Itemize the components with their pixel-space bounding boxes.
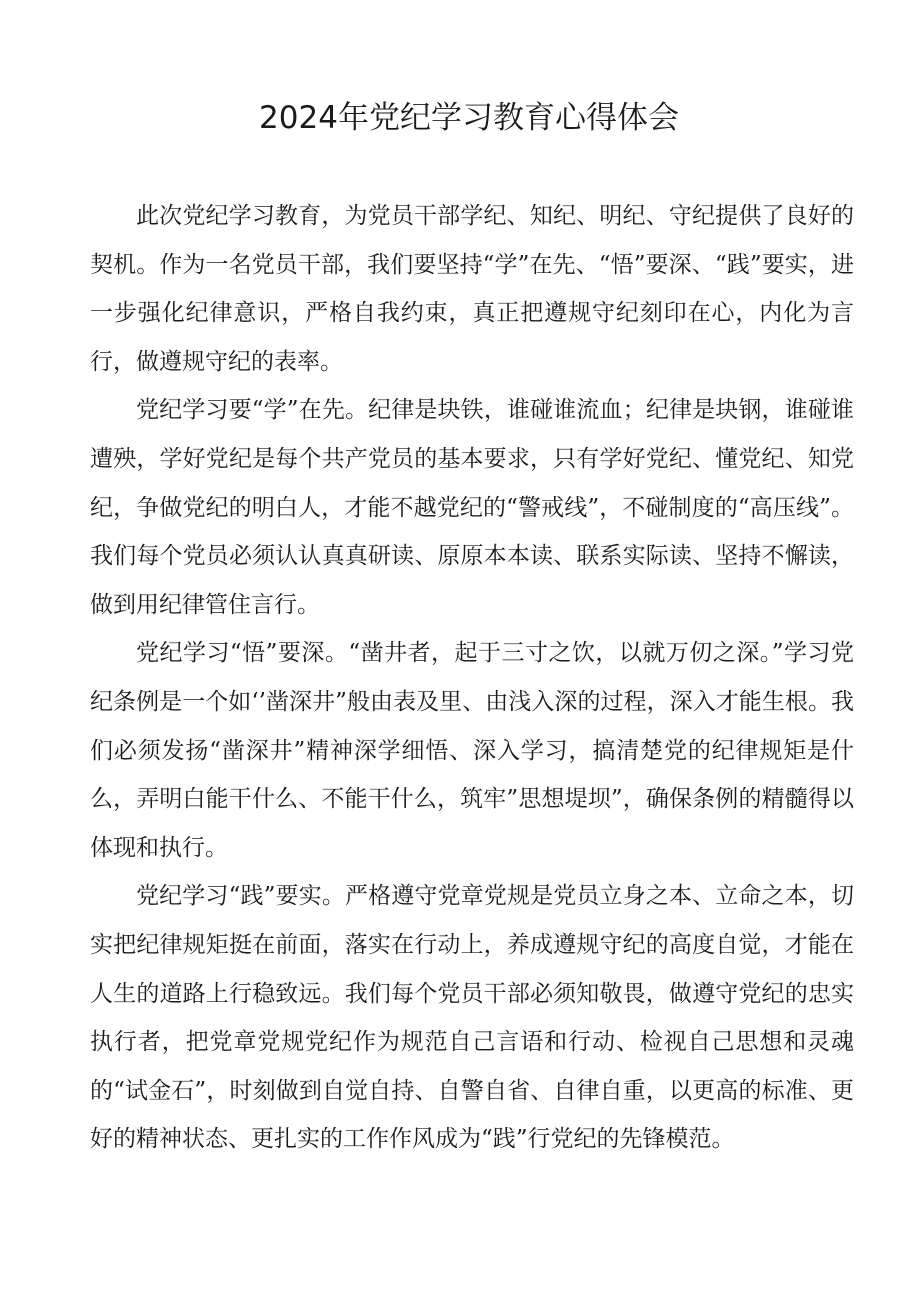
document-title: 2024年党纪学习教育心得体会 <box>259 100 679 136</box>
paragraph-practice-solidly: 党纪学习“践”要实。严格遵守党章党规是党员立身之本、立命之本，切实把纪律规矩挺在前面，落实在行动上，养成遵规守纪的高度自觉，才能在人生的道路上行稳致远。我们每个党员干部必须知敬畏，做遵守党纪的忠实执行者，把党章党规党纪作为规范自己言语和行动、检视自己思想和灵魂的“试金石”，时刻做到自觉自持、自警自省、自律自重，以更高的标准、更好的精神状态、更扎实的工作作风成为“践”行党纪的先锋模范。 <box>90 883 854 1153</box>
paragraph-study-first: 党纪学习要“学”在先。纪律是块铁，谁碰谁流血；纪律是块钢，谁碰谁遭殃，学好党纪是每个共产党员的基本要求，只有学好党纪、懂党纪、知党纪，争做党纪的明白人，才能不越党纪的“警戒线”，不碰制度的“高压线”。我们每个党员必须认认真真研读、原原本本读、联系实际读、坚持不懈读，做到用纪律管住言行。 <box>90 397 854 618</box>
paragraph-understand-deeply: 党纪学习“悟”要深。“凿井者，起于三寸之饮，以就万仞之深。”学习党纪条例是一个如‘’凿深井”般由表及里、由浅入深的过程，深入才能生根。我们必须发扬“凿深井”精神深学细悟、深入学习，搞清楚党的纪律规矩是什么，弄明白能干什么、不能干什么，筑牢”思想堤坝”，确保条例的精髓得以体现和执行。 <box>90 640 854 861</box>
paragraph-intro: 此次党纪学习教育，为党员干部学纪、知纪、明纪、守纪提供了良好的契机。作为一名党员干部，我们要坚持“学”在先、“悟”要深、“践”要实，进一步强化纪律意识，严格自我约束，真正把遵规守纪刻印在心，内化为言行，做遵规守纪的表率。 <box>90 203 854 375</box>
